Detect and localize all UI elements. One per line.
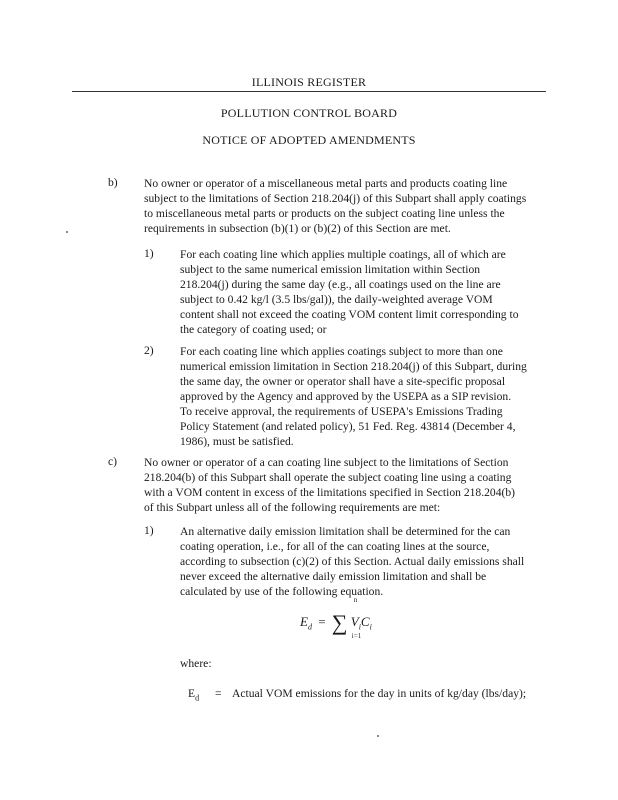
eq-term-c: C: [360, 613, 370, 629]
def-symbol-sub: d: [195, 693, 200, 703]
item-b1-text: [180, 247, 519, 337]
text-line: with a VOM content in excess of the limitations specified in Section 218.204(b): [144, 486, 516, 499]
text-line: to miscellaneous metal parts or products on the subject coating line unless the: [144, 207, 505, 220]
text-line: 218.204(b) of this Subpart shall operate the subject coating line using a coating: [144, 471, 512, 484]
text-line: content shall not exceed the coating VOM content limit corresponding to: [180, 308, 519, 321]
text-line: the category of coating used; or: [180, 323, 327, 336]
eq-summation: [331, 596, 362, 640]
eq-term-v-sub: i: [358, 622, 361, 632]
text-line: For each coating line which applies multiple coatings, all of which are: [180, 248, 506, 261]
text-line: Policy Statement (and related policy), 51 Fed. Reg. 43814 (December 4,: [180, 420, 516, 433]
def-symbol-e: E: [188, 687, 196, 700]
text-line: No owner or operator of a can coating line subject to the limitations of Section: [144, 456, 509, 469]
definition-text: Actual VOM emissions for the day in units of kg/day (lbs/day);: [232, 687, 527, 700]
eq-lhs-sub: d: [307, 622, 312, 632]
item-c1-text: [180, 524, 524, 599]
notice-title: NOTICE OF ADOPTED AMENDMENTS: [202, 133, 416, 147]
section-c-label: c): [108, 455, 118, 468]
text-line: according to subsection (c)(2) of this Section. Actual daily emissions shall: [180, 555, 525, 568]
scan-speck: [377, 735, 379, 737]
text-line: subject to the same numerical emission limitation within Section: [180, 263, 481, 276]
where-label: where:: [180, 657, 212, 670]
text-line: the same day, the owner or operator shall have a site-specific proposal: [180, 375, 506, 388]
text-line: For each coating line which applies coatings subject to more than one: [180, 345, 503, 358]
item-b2-text: [180, 344, 527, 449]
text-line: of this Subpart unless all of the following requirements are met:: [144, 501, 441, 514]
sigma-icon: ∑: [331, 610, 348, 635]
header-rule: [72, 91, 546, 92]
board-title: POLLUTION CONTROL BOARD: [220, 106, 398, 120]
text-line: subject to the limitations of Section 218.204(j) of this Subpart shall apply coatings: [144, 192, 527, 205]
text-line: subject to 0.42 kg/l (3.5 lbs/gal)), the daily-weighted average VOM: [180, 293, 493, 306]
eq-upper-limit: n: [353, 596, 358, 604]
text-line: An alternative daily emission limitation shall be determined for the can: [180, 525, 511, 538]
definition-symbol: [188, 687, 199, 702]
section-b-text: [144, 176, 526, 236]
section-b-label: b): [108, 176, 118, 189]
text-line: coating operation, i.e., for all of the can coating lines at the source,: [180, 540, 490, 553]
eq-term-c-sub: i: [369, 622, 372, 632]
item-b2-label: 2): [144, 344, 154, 357]
eq-equals: =: [318, 613, 326, 629]
text-line: numerical emission limitation in Section 218.204(j) of this Subpart, during: [180, 360, 527, 373]
register-title: ILLINOIS REGISTER: [251, 75, 367, 89]
scan-speck: [66, 231, 68, 233]
item-c1-label: 1): [144, 524, 154, 537]
eq-term-v: V: [350, 613, 359, 629]
eq-lower-limit: i=1: [351, 632, 362, 640]
text-line: 1986), must be satisfied.: [180, 435, 294, 448]
text-line: approved by the Agency and approved by the USEPA as a SIP revision.: [180, 390, 512, 403]
text-line: calculated by use of the following equation.: [180, 585, 384, 598]
emission-equation: [300, 596, 372, 640]
text-line: No owner or operator of a miscellaneous metal parts and products coating line: [144, 177, 508, 190]
text-line: 218.204(j) during the same day (e.g., all coatings used on the line are: [180, 278, 501, 291]
section-c-text: [144, 455, 515, 515]
text-line: requirements in subsection (b)(1) or (b)(2) of this Section are met.: [144, 222, 451, 235]
eq-lhs: E: [300, 613, 308, 629]
text-line: never exceed the alternative daily emission limitation and shall be: [180, 570, 487, 583]
item-b1-label: 1): [144, 247, 154, 260]
text-line: To receive approval, the requirements of USEPA's Emissions Trading: [180, 405, 503, 418]
definition-equals: =: [215, 687, 222, 700]
